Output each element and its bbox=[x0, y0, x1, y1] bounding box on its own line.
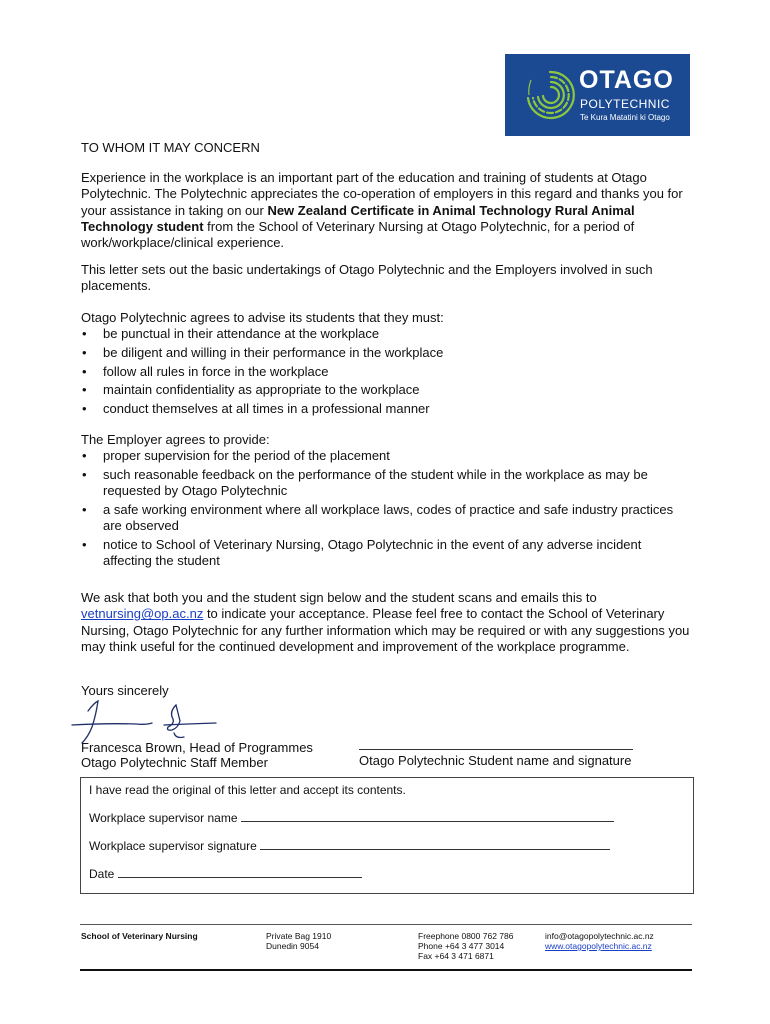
footer-website-link[interactable]: www.otagopolytechnic.ac.nz bbox=[545, 941, 652, 951]
list-item: • such reasonable feedback on the performance of the student while in the workplace as may be requested by Otago Polytechnic bbox=[81, 467, 691, 500]
polytechnic-agreement-section bbox=[81, 310, 691, 420]
date-label: Date bbox=[89, 867, 115, 881]
intro-text-start: Experience in the workplace is an important part of the education and training of students at Otago Polytechnic. The Polytechnic appreciates the co-operation of employers in this regard and thanks you for your assistance in taking on our bbox=[81, 170, 683, 218]
footer-fax: Fax +64 3 471 6871 bbox=[418, 951, 494, 961]
greeting: TO WHOM IT MAY CONCERN bbox=[81, 140, 260, 155]
list-item: • a safe working environment where all workplace laws, codes of practice and safe industry practices are observed bbox=[81, 502, 691, 535]
closing: Yours sincerely bbox=[81, 683, 169, 698]
student-signature-block bbox=[359, 740, 633, 768]
footer-address bbox=[266, 931, 331, 951]
acceptance-box bbox=[80, 777, 694, 894]
footer-phone-block bbox=[418, 931, 513, 961]
polytechnic-agreement-list bbox=[81, 326, 691, 417]
date-row bbox=[89, 867, 362, 881]
signatory-name: Francesca Brown, Head of Programmes bbox=[81, 740, 313, 755]
vetnursing-email-link[interactable]: vetnursing@op.ac.nz bbox=[81, 606, 204, 622]
employer-agreement-list bbox=[81, 448, 691, 569]
signatory-block bbox=[81, 740, 313, 770]
undertakings-paragraph: This letter sets out the basic undertakings of Otago Polytechnic and the Employers involved in such placements. bbox=[81, 262, 653, 294]
polytechnic-agreement-heading: Otago Polytechnic agrees to advise its students that they must: bbox=[81, 310, 444, 325]
list-item: • proper supervision for the period of the placement bbox=[81, 448, 691, 464]
footer-email: info@otagopolytechnic.ac.nz bbox=[545, 931, 654, 941]
list-item: • follow all rules in force in the workplace bbox=[81, 364, 691, 380]
footer-phone: Phone +64 3 477 3014 bbox=[418, 941, 505, 951]
footer-address-line1: Private Bag 1910 bbox=[266, 931, 332, 941]
logo-maori-text: Te Kura Matatini ki Otago bbox=[580, 113, 670, 122]
supervisor-signature-row bbox=[89, 839, 610, 853]
supervisor-signature-label: Workplace supervisor signature bbox=[89, 839, 257, 853]
programme-name: New Zealand Certificate in Animal Technology Rural Animal Technology student bbox=[81, 202, 635, 234]
list-item: • maintain confidentiality as appropriate to the workplace bbox=[81, 382, 691, 398]
employer-agreement-heading: The Employer agrees to provide: bbox=[81, 432, 270, 447]
acceptance-statement: I have read the original of this letter and accept its contents. bbox=[89, 783, 406, 797]
list-item: • notice to School of Veterinary Nursing, Otago Polytechnic in the event of any adverse incident affecting the student bbox=[81, 537, 691, 570]
request-text-end: to indicate your acceptance. Please feel free to contact the School of Veterinary Nursing, Otago Polytechnic for any further information which may be required or with any suggestions you may think useful for the continued development and improvement of the workplace programme. bbox=[81, 606, 690, 654]
otago-polytechnic-logo bbox=[505, 54, 690, 136]
logo-polytechnic-text: POLYTECHNIC bbox=[580, 97, 670, 111]
supervisor-name-field[interactable] bbox=[241, 811, 614, 822]
footer-bottom-rule bbox=[80, 969, 692, 971]
footer-contact-block bbox=[545, 931, 654, 951]
signatory-role: Otago Polytechnic Staff Member bbox=[81, 755, 268, 770]
footer-freephone: Freephone 0800 762 786 bbox=[418, 931, 514, 941]
request-paragraph bbox=[81, 590, 691, 655]
supervisor-name-row bbox=[89, 811, 614, 825]
footer-divider bbox=[80, 924, 692, 925]
date-field[interactable] bbox=[118, 867, 362, 878]
student-signature-label: Otago Polytechnic Student name and signature bbox=[359, 753, 632, 768]
supervisor-signature-field[interactable] bbox=[260, 839, 610, 850]
list-item: • be diligent and willing in their performance in the workplace bbox=[81, 345, 691, 361]
list-item: • be punctual in their attendance at the workplace bbox=[81, 326, 691, 342]
employer-agreement-section bbox=[81, 432, 691, 572]
supervisor-name-label: Workplace supervisor name bbox=[89, 811, 238, 825]
logo-otago-text: OTAGO bbox=[579, 66, 674, 94]
student-signature-line[interactable] bbox=[359, 740, 633, 750]
footer-address-line2: Dunedin 9054 bbox=[266, 941, 319, 951]
intro-paragraph bbox=[81, 170, 691, 251]
request-text-start: We ask that both you and the student sign below and the student scans and emails this to bbox=[81, 590, 597, 605]
intro-text-end: from the School of Veterinary Nursing at Otago Polytechnic, for a period of work/workplace/clinical experience. bbox=[81, 218, 635, 251]
swirl-logo-icon bbox=[525, 68, 575, 122]
footer-school-name: School of Veterinary Nursing bbox=[81, 931, 198, 941]
list-item: • conduct themselves at all times in a professional manner bbox=[81, 401, 691, 417]
